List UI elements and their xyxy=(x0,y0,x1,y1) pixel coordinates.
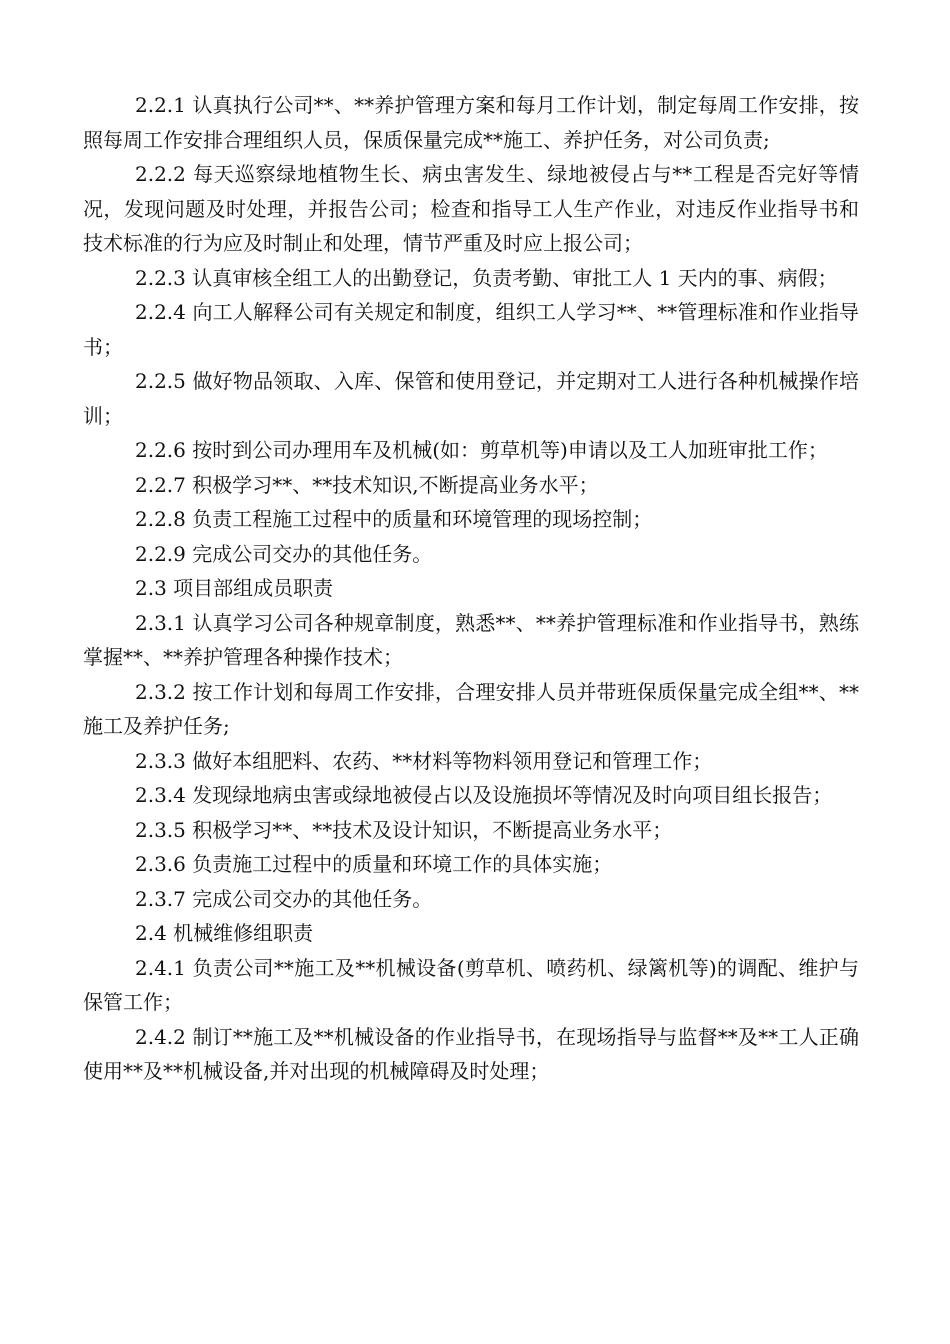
clause-2-2-2: 2.2.2 每天巡察绿地植物生长、病虫害发生、绿地被侵占与**工程是否完好等情况，发现问题及时处理，并报告公司；检查和指导工人生产作业，对违反作业指导书和技术标准的行为应及时制止和处理，情节严重及时应上报公司； xyxy=(83,162,859,255)
clause-2-3-1: 2.3.1 认真学习公司各种规章制度，熟悉**、**养护管理标准和作业指导书，熟练掌握**、**养护管理各种操作技术； xyxy=(83,610,859,669)
clause-2-2-4: 2.2.4 向工人解释公司有关规定和制度，组织工人学习**、**管理标准和作业指导书； xyxy=(83,300,859,359)
clause-2-4-1: 2.4.1 负责公司**施工及**机械设备(剪草机、喷药机、绿篱机等)的调配、维护与保管工作； xyxy=(83,955,859,1014)
clause-2-2-9: 2.2.9 完成公司交办的其他任务。 xyxy=(135,541,433,566)
clause-2-3-5: 2.3.5 积极学习**、**技术及设计知识，不断提高业务水平； xyxy=(135,817,673,842)
clause-2-2-6: 2.2.6 按时到公司办理用车及机械(如：剪草机等)申请以及工人加班审批工作； xyxy=(135,438,828,462)
clause-2-3-3: 2.3.3 做好本组肥料、农药、**材料等物料领用登记和管理工作； xyxy=(135,748,713,773)
document-page xyxy=(83,88,859,1089)
clause-2-2-7: 2.2.7 积极学习**、**技术知识,不断提高业务水平； xyxy=(135,472,599,497)
section-heading-2-4: 2.4 机械维修组职责 xyxy=(135,921,314,945)
clause-2-2-8: 2.2.8 负责工程施工过程中的质量和环境管理的现场控制； xyxy=(135,507,653,531)
clause-2-4-2: 2.4.2 制订**施工及**机械设备的作业指导书，在现场指导与监督**及**工人正确使用**及**机械设备,并对出现的机械障碍及时处理； xyxy=(83,1024,859,1083)
clause-2-2-5: 2.2.5 做好物品领取、入库、保管和使用登记，并定期对工人进行各种机械操作培训； xyxy=(83,369,859,428)
section-heading-2-3: 2.3 项目部组成员职责 xyxy=(135,576,334,600)
clause-2-3-6: 2.3.6 负责施工过程中的质量和环境工作的具体实施； xyxy=(135,852,613,876)
clause-2-3-4: 2.3.4 发现绿地病虫害或绿地被侵占以及设施损坏等情况及时向项目组长报告； xyxy=(135,783,833,807)
clause-2-3-7: 2.3.7 完成公司交办的其他任务。 xyxy=(135,886,433,911)
clause-2-2-3: 2.2.3 认真审核全组工人的出勤登记，负责考勤、审批工人 1 天内的事、病假； xyxy=(135,265,838,290)
clause-2-2-1: 2.2.1 认真执行公司**、**养护管理方案和每月工作计划，制定每周工作安排，按照每周工作安排合理组织人员，保质保量完成**施工、养护任务，对公司负责; xyxy=(83,93,859,152)
clause-2-3-2: 2.3.2 按工作计划和每周工作安排，合理安排人员并带班保质保量完成全组**、**施工及养护任务; xyxy=(83,679,859,738)
